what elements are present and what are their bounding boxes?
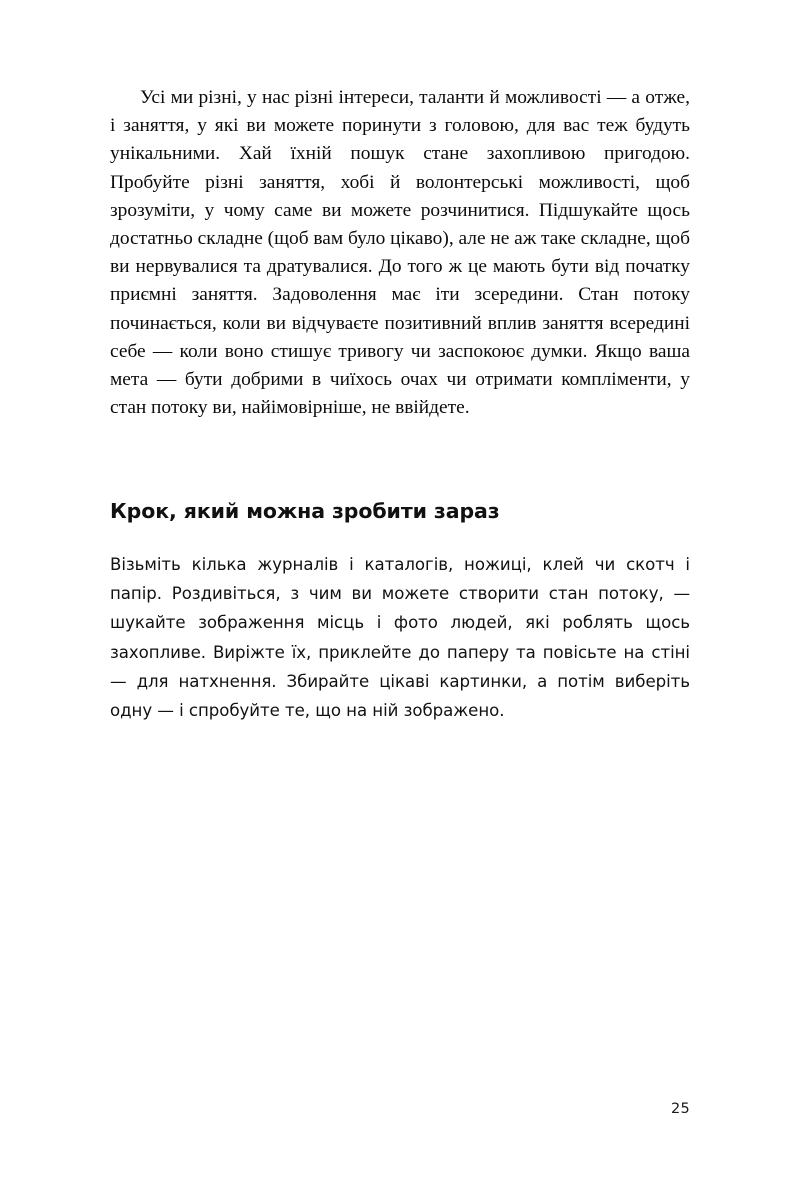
page-content <box>110 84 690 422</box>
section-paragraph-sans: Візьміть кілька журналів і каталогів, ножиці, клей чи скотч і папір. Роздивіться, з чим ви можете створити стан потоку, — шукайте зображення місць і фото людей, які роблять щось захопливе. Виріжте їх, приклейте до паперу та повісьте на стіні — для натхнення. Збирайте цікаві картинки, а потім виберіть одну — і спробуйте те, що на ній зображено. <box>110 555 690 721</box>
page-number: 25 <box>670 1101 690 1117</box>
section-heading: Крок, який можна зробити зараз <box>110 499 500 523</box>
body-paragraph-serif: Усі ми різні, у нас різні інтереси, таланти й можливості — а отже, і заняття, у які ви можете поринути з головою, для вас теж будуть унікальними. Хай їхній пошук стане захопливою пригодою. Пробуйте різні заняття, хобі й волонтерські можливості, щоб зрозуміти, у чому саме ви можете розчинитися. Підшукайте щось достатньо складне (щоб вам було цікаво), але не аж таке складне, щоб ви нервувалися та дратувалися. До того ж це мають бути від початку приємні заняття. Задоволення має іти зсередини. Стан потоку починається, коли ви відчуваєте позитивний вплив заняття всередині себе — коли воно стишує тривогу чи заспокоює думки. Якщо ваша мета — бути добрими в чиїхось очах чи отримати компліменти, у стан потоку ви, найімовірніше, не ввійдете. <box>110 87 690 419</box>
